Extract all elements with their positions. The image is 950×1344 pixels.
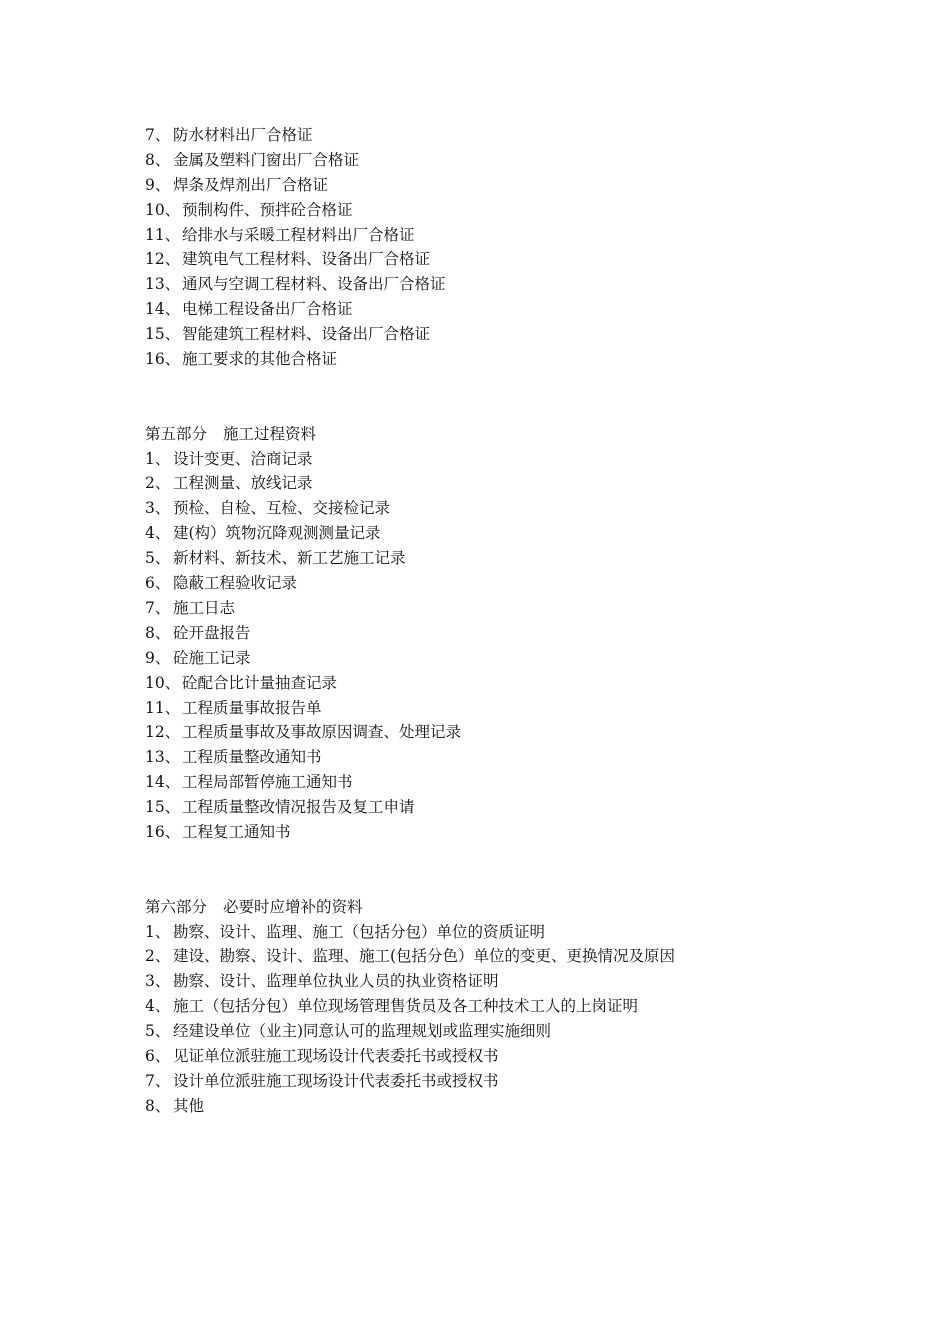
- item-number: 12、: [145, 723, 181, 742]
- section-spacer: [145, 372, 905, 422]
- item-text: 通风与空调工程材料、设备出厂合格证: [182, 275, 446, 294]
- item-text: 建筑电气工程材料、设备出厂合格证: [182, 250, 431, 269]
- section-title: 必要时应增补的资料: [223, 897, 363, 916]
- item-number: 9、: [145, 648, 171, 667]
- item-text: 建(构）筑物沉降观测测量记录: [173, 524, 381, 543]
- item-text: 设计变更、洽商记录: [173, 449, 313, 468]
- list-item: [145, 173, 905, 198]
- item-number: 6、: [145, 1046, 171, 1065]
- item-number: 7、: [145, 1071, 171, 1090]
- item-text: 砼开盘报告: [173, 623, 251, 642]
- section-4-list: [145, 123, 905, 372]
- item-number: 15、: [145, 325, 181, 344]
- item-number: 13、: [145, 748, 181, 767]
- item-text: 隐蔽工程验收记录: [173, 574, 298, 593]
- list-item: [145, 969, 905, 994]
- item-text: 工程质量事故及事故原因调查、处理记录: [182, 723, 462, 742]
- section-title: 施工过程资料: [223, 424, 317, 443]
- section-6: [145, 895, 905, 1119]
- item-text: 智能建筑工程材料、设备出厂合格证: [182, 325, 431, 344]
- list-item: [145, 920, 905, 945]
- item-number: 1、: [145, 922, 171, 941]
- section-heading: [145, 422, 905, 447]
- list-item: [145, 571, 905, 596]
- item-text: 见证单位派驻施工现场设计代表委托书或授权书: [173, 1046, 499, 1065]
- item-text: 建设、勘察、设计、监理、施工(包括分色）单位的变更、更换情况及原因: [173, 947, 676, 966]
- list-item: [145, 148, 905, 173]
- item-text: 施工日志: [173, 598, 236, 617]
- item-number: 5、: [145, 549, 171, 568]
- item-text: 预制构件、预拌砼合格证: [182, 200, 353, 219]
- item-number: 5、: [145, 1022, 171, 1041]
- item-text: 砼配合比计量抽查记录: [182, 673, 338, 692]
- list-item: [145, 347, 905, 372]
- item-number: 8、: [145, 150, 171, 169]
- list-item: [145, 696, 905, 721]
- item-text: 防水材料出厂合格证: [173, 126, 313, 144]
- item-text: 施工（包括分包）单位现场管理售货员及各工种技术工人的上岗证明: [173, 997, 639, 1016]
- item-number: 15、: [145, 798, 181, 817]
- list-item: [145, 820, 905, 845]
- list-item: [145, 322, 905, 347]
- list-item: [145, 944, 905, 969]
- list-item: [145, 1069, 905, 1094]
- list-item: [145, 198, 905, 223]
- list-item: [145, 596, 905, 621]
- list-item: [145, 297, 905, 322]
- list-item: [145, 1019, 905, 1044]
- item-number: 11、: [145, 225, 181, 244]
- item-text: 施工要求的其他合格证: [182, 350, 338, 369]
- item-text: 勘察、设计、监理、施工（包括分包）单位的资质证明: [173, 922, 546, 941]
- item-number: 2、: [145, 947, 171, 966]
- item-text: 给排水与采暖工程材料出厂合格证: [182, 225, 415, 244]
- item-number: 16、: [145, 350, 181, 369]
- list-item: [145, 1094, 905, 1119]
- list-item: [145, 720, 905, 745]
- item-number: 6、: [145, 574, 171, 593]
- list-item: [145, 521, 905, 546]
- item-number: 13、: [145, 275, 181, 294]
- section-heading: [145, 895, 905, 920]
- document-page: [145, 123, 905, 1119]
- section-5: [145, 422, 905, 845]
- item-number: 8、: [145, 1096, 171, 1115]
- item-text: 勘察、设计、监理单位执业人员的执业资格证明: [173, 972, 499, 991]
- list-item: [145, 272, 905, 297]
- list-item: [145, 646, 905, 671]
- item-number: 10、: [145, 200, 181, 219]
- section-spacer: [145, 845, 905, 895]
- item-number: 2、: [145, 474, 171, 493]
- list-item: [145, 447, 905, 472]
- item-text: 电梯工程设备出厂合格证: [182, 300, 353, 319]
- item-number: 4、: [145, 524, 171, 543]
- item-number: 14、: [145, 300, 181, 319]
- item-text: 工程质量整改通知书: [182, 748, 322, 767]
- list-item: [145, 621, 905, 646]
- item-number: 7、: [145, 598, 171, 617]
- section-part-label: 第五部分: [145, 424, 208, 443]
- item-number: 8、: [145, 623, 171, 642]
- list-item: [145, 223, 905, 248]
- item-text: 新材料、新技术、新工艺施工记录: [173, 549, 406, 568]
- item-number: 7、: [145, 126, 171, 144]
- item-number: 11、: [145, 698, 181, 717]
- item-text: 经建设单位（业主)同意认可的监理规划或监理实施细则: [173, 1022, 552, 1041]
- section-part-label: 第六部分: [145, 897, 208, 916]
- list-item: [145, 795, 905, 820]
- list-item: [145, 496, 905, 521]
- item-text: 砼施工记录: [173, 648, 251, 667]
- list-item: [145, 745, 905, 770]
- item-number: 14、: [145, 773, 181, 792]
- item-number: 4、: [145, 997, 171, 1016]
- list-item: [145, 1044, 905, 1069]
- item-number: 10、: [145, 673, 181, 692]
- item-number: 3、: [145, 499, 171, 518]
- item-number: 16、: [145, 822, 181, 841]
- list-item: [145, 671, 905, 696]
- item-text: 设计单位派驻施工现场设计代表委托书或授权书: [173, 1071, 499, 1090]
- item-number: 1、: [145, 449, 171, 468]
- list-item: [145, 770, 905, 795]
- item-text: 工程质量事故报告单: [182, 698, 322, 717]
- item-number: 3、: [145, 972, 171, 991]
- list-item: [145, 123, 905, 148]
- item-number: 12、: [145, 250, 181, 269]
- item-text: 工程质量整改情况报告及复工申请: [182, 798, 415, 817]
- list-item: [145, 994, 905, 1019]
- item-text: 工程局部暂停施工通知书: [182, 773, 353, 792]
- item-number: 9、: [145, 175, 171, 194]
- item-text: 其他: [173, 1096, 205, 1115]
- item-text: 工程复工通知书: [182, 822, 291, 841]
- list-item: [145, 546, 905, 571]
- list-item: [145, 247, 905, 272]
- item-text: 工程测量、放线记录: [173, 474, 313, 493]
- item-text: 金属及塑料门窗出厂合格证: [173, 150, 360, 169]
- item-text: 预检、自检、互检、交接检记录: [173, 499, 391, 518]
- list-item: [145, 471, 905, 496]
- item-text: 焊条及焊剂出厂合格证: [173, 175, 329, 194]
